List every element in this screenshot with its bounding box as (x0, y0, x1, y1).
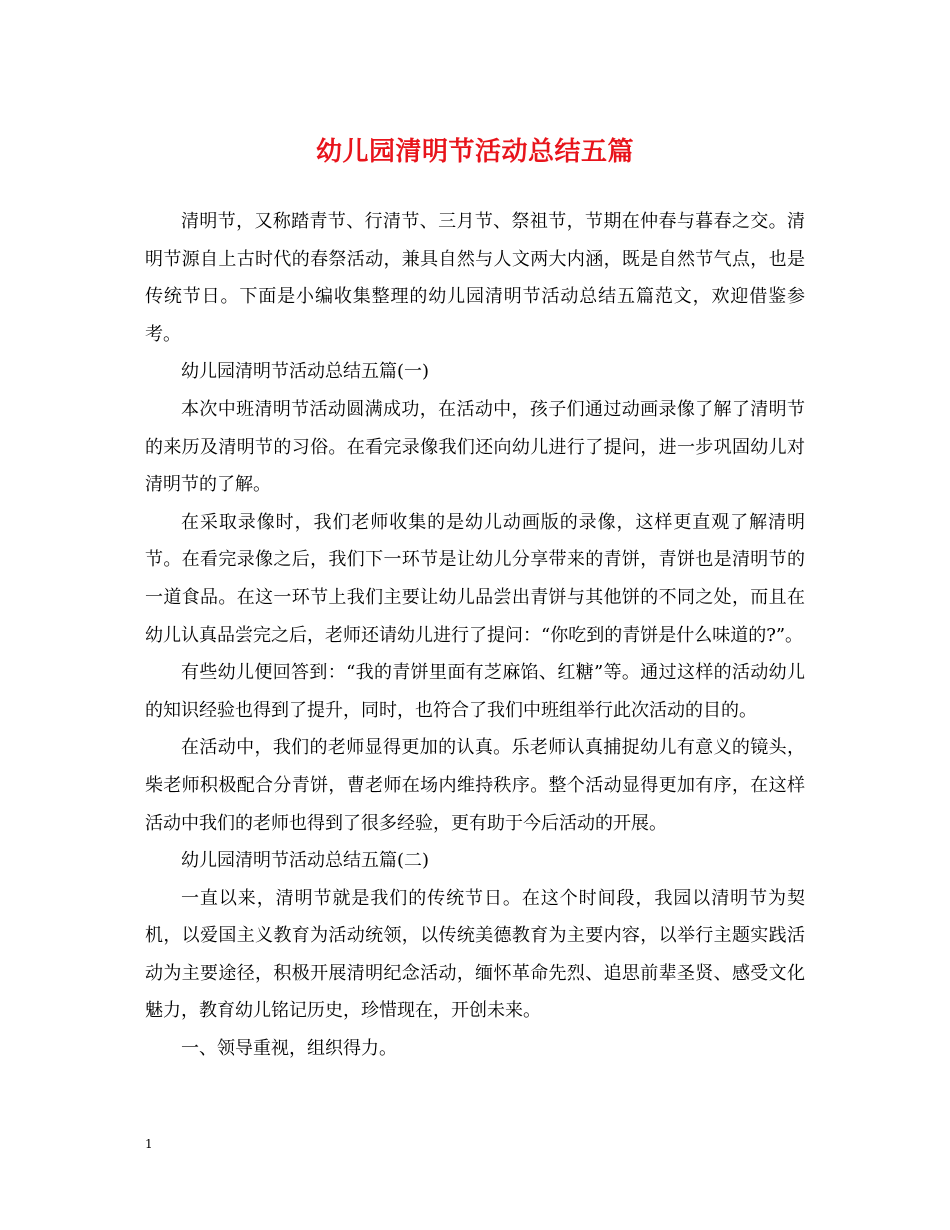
page-number: 1 (145, 1137, 153, 1151)
section-heading-1: 幼儿园清明节活动总结五篇(一) (181, 361, 430, 383)
document-title: 幼儿园清明节活动总结五篇 (315, 137, 634, 167)
paragraph: 一直以来，清明节就是我们的传统节日。在这个时间段，我园以清明节为契机，以爱国主义教育为活动统领，以传统美德教育为主要内容，以举行主题实践活动为主要途径，积极开展清明纪念活动，缅怀革命先烈、追思前辈圣贤、感受文化魅力，教育幼儿铭记历史，珍惜现在，开创未来。 (145, 887, 805, 1022)
paragraph: 在活动中，我们的老师显得更加的认真。乐老师认真捕捉幼儿有意义的镜头，柴老师积极配合分青饼，曹老师在场内维持秩序。整个活动显得更加有序，在这样活动中我们的老师也得到了很多经验，更有助于今后活动的开展。 (145, 737, 805, 834)
paragraph: 有些幼儿便回答到：“我的青饼里面有芝麻馅、红糖”等。通过这样的活动幼儿的知识经验也得到了提升，同时，也符合了我们中班组举行此次活动的目的。 (145, 662, 805, 721)
paragraph: 本次中班清明节活动圆满成功，在活动中，孩子们通过动画录像了解了清明节的来历及清明节的习俗。在看完录像我们还向幼儿进行了提问，进一步巩固幼儿对清明节的了解。 (145, 398, 805, 496)
section-heading-2: 幼儿园清明节活动总结五篇(二) (181, 850, 430, 872)
document-body (145, 203, 805, 1068)
paragraph: 一、领导重视，组织得力。 (181, 1038, 397, 1060)
paragraph-intro: 清明节，又称踏青节、行清节、三月节、祭祖节，节期在仲春与暮春之交。清明节源自上古时代的春祭活动，兼具自然与人文两大内涵，既是自然节气点，也是传统节日。下面是小编收集整理的幼儿园清明节活动总结五篇范文，欢迎借鉴参考。 (145, 211, 805, 345)
paragraph: 在采取录像时，我们老师收集的是幼儿动画版的录像，这样更直观了解清明节。在看完录像之后，我们下一环节是让幼儿分享带来的青饼，青饼也是清明节的一道食品。在这一环节上我们主要让幼儿品尝出青饼与其他饼的不同之处，而且在幼儿认真品尝完之后，老师还请幼儿进行了提问：“你吃到的青饼是什么味道的?”。 (145, 511, 805, 646)
